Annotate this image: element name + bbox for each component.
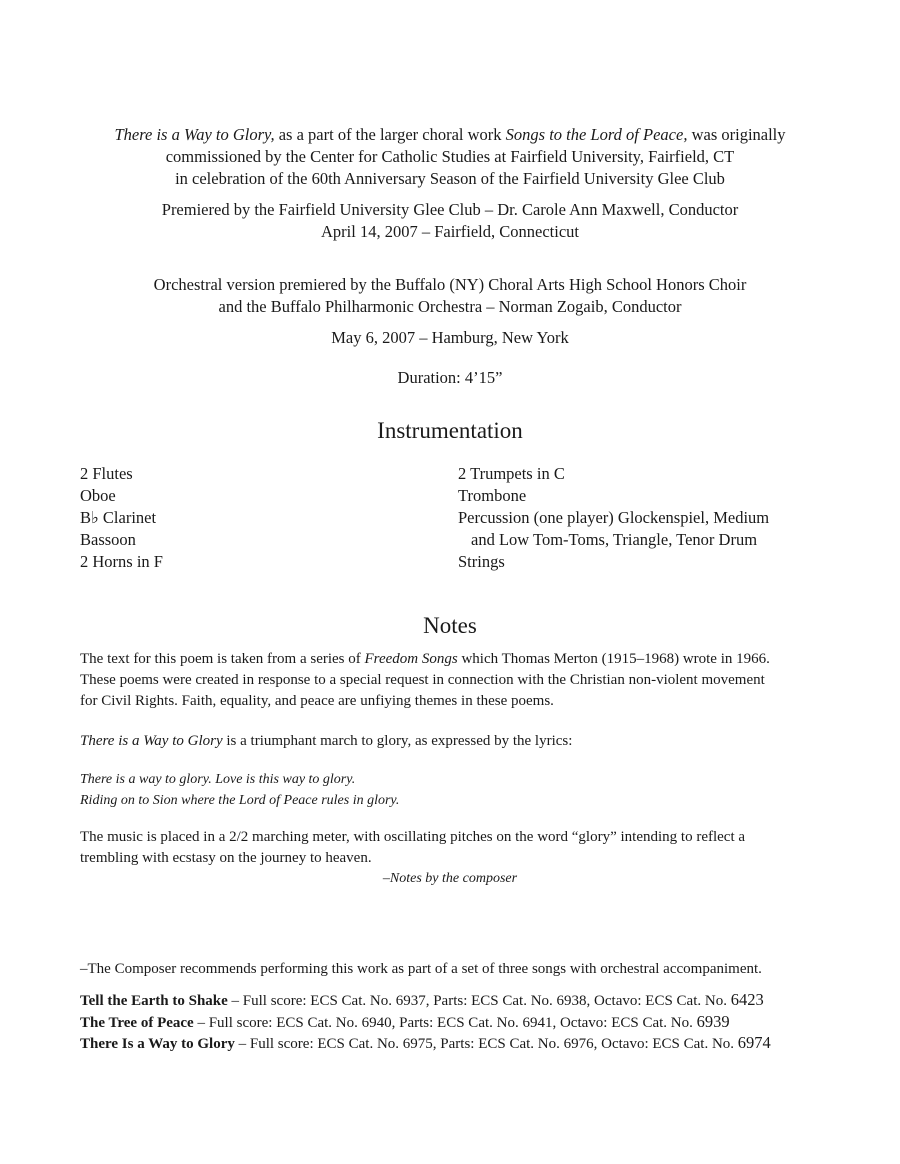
instrument-item: 2 Trumpets in C bbox=[458, 464, 565, 483]
instrument-item: Trombone bbox=[458, 486, 527, 505]
composer-recommendation: –The Composer recommends performing this work as part of a set of three songs with orchestral accompaniment. bbox=[80, 961, 762, 977]
catalog-list bbox=[80, 989, 771, 1054]
lyrics-quote: There is a way to glory. Love is this way to glory. Riding on to Sion where the Lord of Peace rules in glory. bbox=[80, 772, 400, 808]
catalog-entry: There Is a Way to Glory – Full score: ECS Cat. No. 6975, Parts: ECS Cat. No. 6976, Octavo: ECS Cat. No. 6974 bbox=[80, 1033, 771, 1052]
instrumentation-heading: Instrumentation bbox=[377, 418, 523, 443]
notes-heading: Notes bbox=[423, 613, 477, 638]
premiere-line-1: Premiered by the Fairfield University Glee Club – Dr. Carole Ann Maxwell, Conductor bbox=[161, 200, 739, 219]
commission-line-3: in celebration of the 60th Anniversary Season of the Fairfield University Glee Club bbox=[175, 169, 725, 188]
duration: Duration: 4’15” bbox=[397, 368, 503, 387]
notes-paragraph-3: The music is placed in a 2/2 marching meter, with oscillating pitches on the word “glory” intending to reflect a trembling with ecstasy on the journey to heaven. bbox=[80, 829, 746, 866]
commission-line-1: There is a Way to Glory, as a part of the larger choral work Songs to the Lord of Peace, was originally bbox=[114, 125, 786, 144]
premiere-line-2: April 14, 2007 – Fairfield, Connecticut bbox=[321, 222, 579, 241]
orchestral-date: May 6, 2007 – Hamburg, New York bbox=[331, 328, 569, 347]
instrument-item: 2 Horns in F bbox=[80, 552, 163, 571]
instrument-item: and Low Tom-Toms, Triangle, Tenor Drum bbox=[471, 530, 758, 549]
instrument-list-right bbox=[458, 463, 769, 573]
instrument-item: Strings bbox=[458, 552, 505, 571]
instrument-list-left bbox=[80, 463, 163, 573]
notes-credit: –Notes by the composer bbox=[382, 871, 518, 886]
instrument-item: Oboe bbox=[80, 486, 116, 505]
orchestral-line-1: Orchestral version premiered by the Buffalo (NY) Choral Arts High School Honors Choir bbox=[153, 275, 747, 294]
catalog-entry: Tell the Earth to Shake – Full score: ECS Cat. No. 6937, Parts: ECS Cat. No. 6938, Octavo: ECS Cat. No. 6423 bbox=[80, 990, 764, 1009]
orchestral-line-2: and the Buffalo Philharmonic Orchestra – Norman Zogaib, Conductor bbox=[218, 297, 682, 316]
catalog-entry: The Tree of Peace – Full score: ECS Cat. No. 6940, Parts: ECS Cat. No. 6941, Octavo: ECS Cat. No. 6939 bbox=[80, 1011, 730, 1031]
instrument-item: 2 Flutes bbox=[80, 464, 133, 483]
notes-paragraph-2: There is a Way to Glory is a triumphant march to glory, as expressed by the lyrics: bbox=[80, 733, 573, 749]
instrument-item: Percussion (one player) Glockenspiel, Medium bbox=[458, 508, 770, 527]
instrument-item: B♭ Clarinet bbox=[80, 508, 157, 527]
notes-paragraph-1: The text for this poem is taken from a series of Freedom Songs which Thomas Merton (1915–1968) wrote in 1966. These poems were created in response to a special request in connection with the Christian non-violent movement for Civil Rights. Faith, equality, and peace are unfiying themes in these poems. bbox=[80, 651, 770, 709]
commission-line-2: commissioned by the Center for Catholic Studies at Fairfield University, Fairfield, CT bbox=[165, 147, 735, 166]
instrument-item: Bassoon bbox=[80, 530, 136, 549]
